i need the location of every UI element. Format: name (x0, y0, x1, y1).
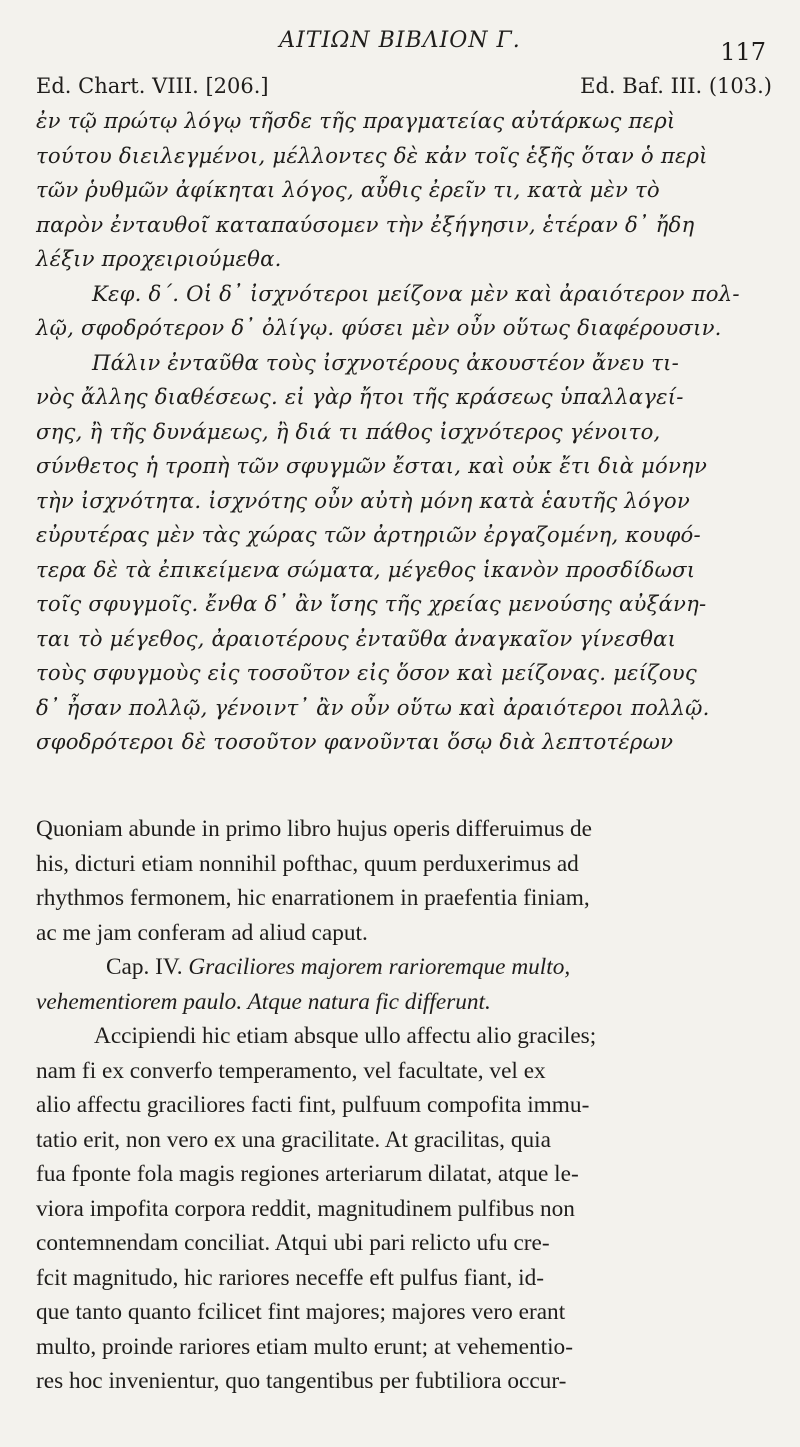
page-number: 117 (720, 38, 766, 66)
latin-line: rhythmos fermonem, hic enarrationem in praefentia finiam, (36, 885, 590, 911)
greek-line: λῷ, σφοδρότερον δ᾽ ὀλίγῳ. φύσει μὲν οὖν οὕτως διαφέρουσιν. (36, 315, 722, 340)
latin-line: his, dicturi etiam nonnihil pofthac, quum perduxerimus ad (36, 850, 579, 877)
chapter-label: Cap. IV. (106, 954, 183, 980)
greek-chapter-heading: Κεφ. δ΄. Οἱ δ᾽ ἰσχνότεροι μείζονα μὲν καὶ ἀραιότερον πολ- (92, 280, 740, 306)
greek-line: σης, ἢ τῆς δυνάμεως, ἢ διά τι πάθος ἰσχνότερος γένοιτο, (36, 418, 661, 444)
edition-basel: Ed. Baf. III. (103.) (580, 74, 772, 98)
latin-line: Quoniam abunde in primo libro hujus operis differuimus de (36, 816, 593, 842)
latin-line: contemnendam conciliat. Atqui ubi pari relicto ufu cre- (36, 1230, 550, 1256)
greek-line: τῶν ῥυθμῶν ἀφίκηται λόγος, αὖθις ἐρεῖν τι, κατὰ μὲν τὸ (36, 177, 660, 202)
running-title: ΑΙΤΙΩΝ ΒΙΒΛΙΟΝ Γ. (279, 28, 521, 53)
latin-line: multo, proinde rariores etiam multo erunt; at vehementio- (36, 1333, 573, 1360)
greek-line: τούτου διειλεγμένοι, μέλλοντες δὲ κἀν τοῖς ἑξῆς ὅταν ὁ περὶ (36, 142, 708, 168)
latin-line: fua fponte fola magis regiones arteriarum dilatat, atque le- (36, 1161, 579, 1187)
latin-line: fcit magnitudo, hic rariores neceffe eft pulfus fiant, id- (36, 1264, 545, 1291)
greek-line: ται τὸ μέγεθος, ἀραιοτέρους ἐνταῦθα ἀναγκαῖον γίνεσθαι (36, 625, 677, 651)
latin-line: viora impofita corpora reddit, magnitudinem pulfibus non (36, 1195, 575, 1222)
greek-line: εὐρυτέρας μὲν τὰς χώρας τῶν ἀρτηριῶν ἐργαζομένη, κουφό- (36, 522, 701, 547)
chapter-title-1: Graciliores majorem rarioremque multo, (188, 954, 571, 980)
greek-line: τερα δὲ τὰ ἐπικείμενα σώματα, μέγεθος ἱκανὸν προσδίδωσι (36, 556, 696, 582)
latin-line: ac me jam conferam ad aliud caput. (36, 919, 368, 946)
latin-line: que tanto quanto fcilicet fint majores; majores vero erant (36, 1299, 566, 1325)
greek-line: λέξιν προχειριούμεθα. (36, 246, 282, 271)
greek-line: σύνθετος ἡ τροπὴ τῶν σφυγμῶν ἔσται, καὶ οὐκ ἔτι διὰ μόνην (36, 453, 708, 478)
greek-line: Πάλιν ἐνταῦθα τοὺς ἰσχνοτέρους ἀκουστέον ἄνευ τι- (92, 349, 680, 375)
greek-line: τὴν ἰσχνότητα. ἰσχνότης οὖν αὐτὴ μόνη κατὰ ἑαυτῆς λόγον (36, 487, 690, 513)
latin-text-block (36, 812, 770, 1399)
greek-text-block (36, 104, 770, 760)
edition-references (36, 74, 772, 104)
latin-line: nam fi ex converfo temperamento, vel facultate, vel ex (36, 1057, 546, 1084)
latin-line: res hoc invenientur, quo tangentibus per fubtiliora occur- (36, 1368, 567, 1394)
latin-line: Accipiendi hic etiam absque ullo affectu alio graciles; (94, 1023, 597, 1049)
latin-line: alio affectu graciliores facti fint, pulfuum compofita immu- (36, 1092, 590, 1118)
greek-line: τοὺς σφυγμοὺς εἰς τοσοῦτον εἰς ὅσον καὶ μείζονας. μείζους (36, 660, 697, 685)
greek-line: σφοδρότεροι δὲ τοσοῦτον φανοῦνται ὅσῳ διὰ λεπτοτέρων (36, 729, 674, 754)
latin-chapter-heading (36, 950, 770, 985)
edition-chartier: Ed. Chart. VIII. [206.] (36, 74, 269, 98)
greek-line: νὸς ἄλλης διαθέσεως. εἰ γὰρ ἤτοι τῆς κράσεως ὑπαλλαγεί- (36, 384, 684, 409)
latin-line: tatio erit, non vero ex una gracilitate. At gracilitas, quia (36, 1126, 551, 1153)
greek-line: ἐν τῷ πρώτῳ λόγῳ τῆσδε τῆς πραγματείας αὐτάρκως περὶ (36, 108, 676, 133)
greek-line: παρὸν ἐνταυθοῖ καταπαύσομεν τὴν ἐξήγησιν, ἑτέραν δ᾽ ἤδη (36, 211, 695, 237)
greek-line: τοῖς σφυγμοῖς. ἔνθα δ᾽ ἂν ἴσης τῆς χρείας μενούσης αὐξάνη- (36, 591, 707, 616)
greek-line: δ᾽ ἦσαν πολλῷ, γένοιντ᾽ ἂν οὖν οὕτω καὶ ἀραιότεροι πολλῷ. (36, 694, 710, 720)
chapter-title-2: vehementiorem paulo. Atque natura fic differunt. (36, 988, 491, 1015)
